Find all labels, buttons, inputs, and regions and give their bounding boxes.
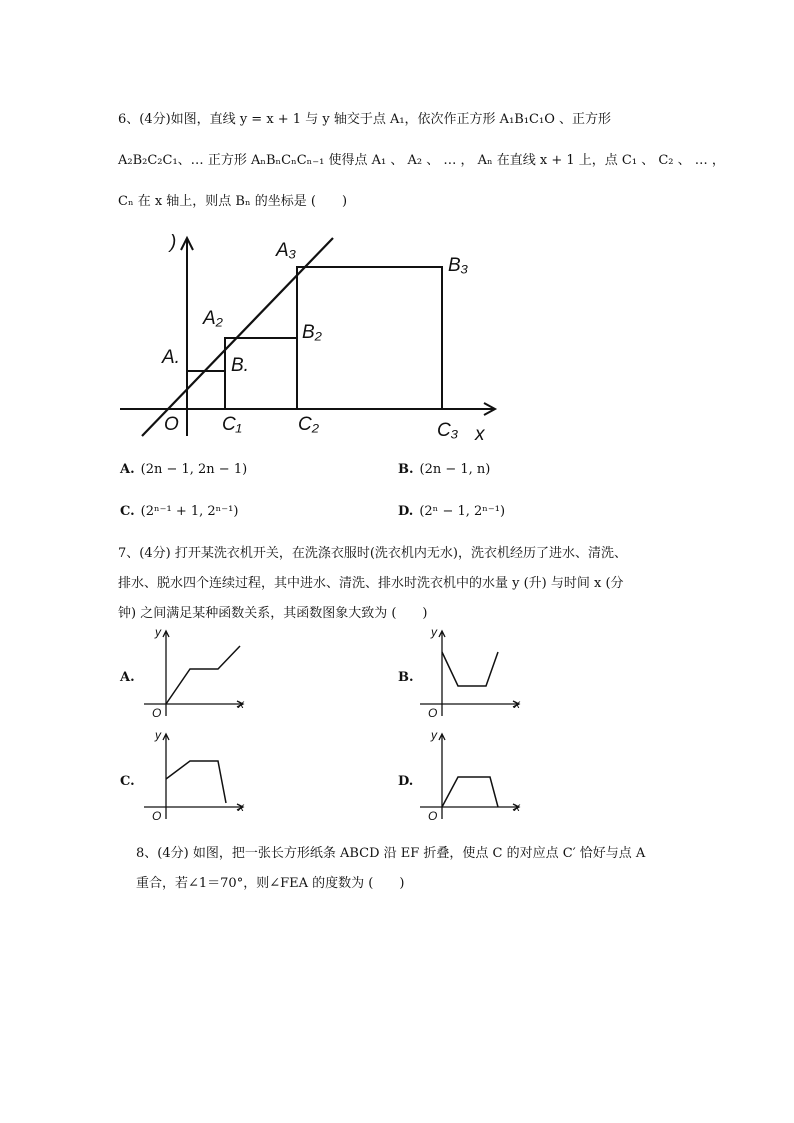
q6-option-d[interactable]: D. (2ⁿ − 1, 2ⁿ⁻¹) <box>398 504 506 519</box>
svg-text:y: y <box>431 728 437 742</box>
svg-text:y: y <box>431 625 437 639</box>
svg-text:O: O <box>428 706 438 720</box>
svg-text:O: O <box>152 706 162 720</box>
q7-option-d[interactable]: D. <box>398 774 414 789</box>
q7-graph-b <box>414 624 529 720</box>
q7-graph-d <box>414 727 529 823</box>
q6-line3: Cₙ 在 x 轴上，则点 Bₙ 的坐标是 ( ) <box>118 194 348 209</box>
label-x: x <box>475 424 485 445</box>
q8-line2: 重合，若∠1＝70°，则∠FEA 的度数为 ( ) <box>136 876 405 891</box>
label-C1: C₁ <box>222 414 242 435</box>
label-O: O <box>164 414 179 435</box>
svg-text:O: O <box>428 809 438 823</box>
q6-option-c[interactable]: C. (2ⁿ⁻¹ + 1, 2ⁿ⁻¹) <box>120 504 239 519</box>
svg-text:x: x <box>238 800 244 814</box>
svg-text:y: y <box>155 625 161 639</box>
label-C3: C₃ <box>437 420 459 441</box>
label-B3: B₃ <box>448 255 469 276</box>
q7-option-a[interactable]: A. <box>120 670 135 685</box>
q7-line2: 排水、脱水四个连续过程，其中进水、清洗、排水时洗衣机中的水量 y (升) 与时间 x (分 <box>118 576 624 591</box>
svg-text:x: x <box>514 697 520 711</box>
square-1 <box>187 371 225 409</box>
q6-figure <box>118 228 508 448</box>
svg-text:O: O <box>152 809 162 823</box>
q6-line1: 6、(4分)如图，直线 y = x + 1 与 y 轴交于点 A₁，依次作正方形 A₁B₁C₁O 、正方形 <box>118 112 611 127</box>
q7-option-c[interactable]: C. <box>120 774 135 789</box>
label-B2: B₂ <box>302 322 322 343</box>
q6-option-a[interactable]: A. (2n − 1, 2n − 1) <box>120 462 248 477</box>
svg-text:y: y <box>155 728 161 742</box>
q7-graph-a <box>138 624 253 720</box>
q7-graph-c <box>138 727 253 823</box>
q6-line2: A₂B₂C₂C₁、… 正方形 AₙBₙCₙCₙ₋₁ 使得点 A₁ 、 A₂ 、 … ， Aₙ 在直线 x + 1 上，点 C₁ 、 C₂ 、 … ， <box>118 153 725 168</box>
q7-line1: 7、(4分) 打开某洗衣机开关，在洗涤衣服时(洗衣机内无水)，洗衣机经历了进水、清洗、 <box>118 546 627 561</box>
q6-option-b[interactable]: B. (2n − 1, n) <box>398 462 491 477</box>
label-B1: B. <box>231 355 249 376</box>
label-A3: A₃ <box>276 240 297 261</box>
label-A1: A. <box>162 347 180 368</box>
q7-option-b[interactable]: B. <box>398 670 414 685</box>
svg-text:x: x <box>238 697 244 711</box>
label-A2: A₂ <box>203 308 223 329</box>
q7-line3: 钟) 之间满足某种函数关系，其函数图象大致为 ( ) <box>118 606 428 621</box>
label-y: ) <box>170 232 177 253</box>
label-C2: C₂ <box>298 414 319 435</box>
svg-text:x: x <box>514 800 520 814</box>
q8-line1: 8、(4分) 如图，把一张长方形纸条 ABCD 沿 EF 折叠，使点 C 的对应点 C′ 恰好与点 A <box>136 846 646 861</box>
